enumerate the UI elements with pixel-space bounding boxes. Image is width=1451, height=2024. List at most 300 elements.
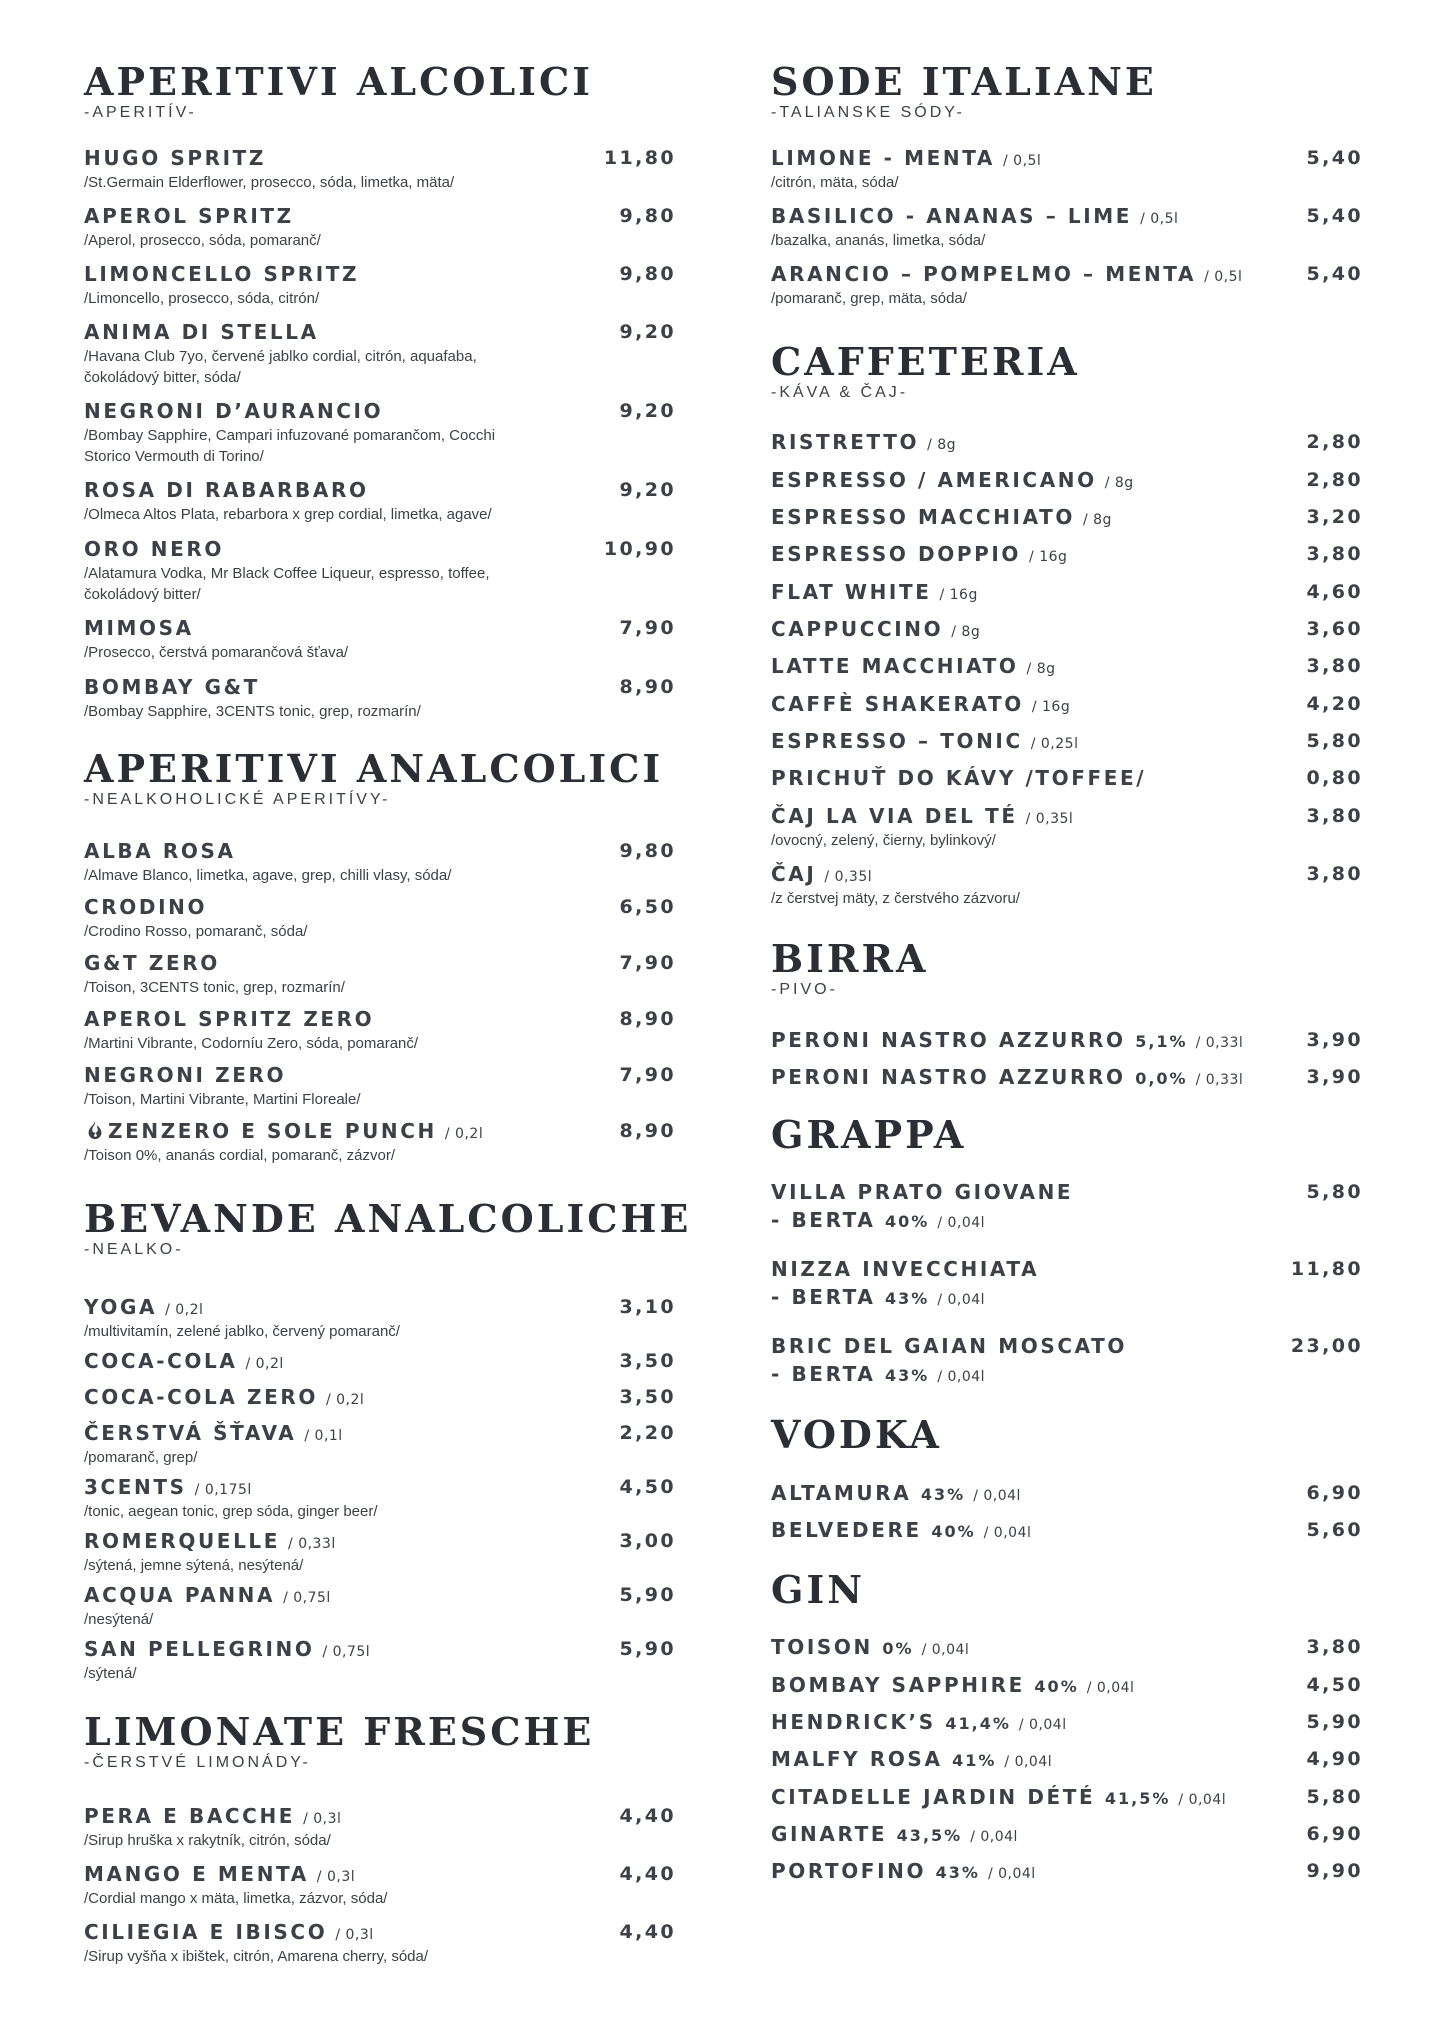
- menu-item-description: /Sirup hruška x rakytník, citrón, sóda/: [84, 1832, 331, 1849]
- menu-item-description: /ovocný, zelený, čierny, bylinkový/: [771, 832, 996, 849]
- menu-item-name: [771, 578, 1363, 606]
- menu-item-name: [771, 727, 1363, 755]
- menu-section-sode-italiane: [771, 59, 1363, 307]
- menu-item-description: /Prosecco, čerstvá pomarančová šťava/: [84, 644, 349, 661]
- menu-item-price: 4,40: [619, 1863, 676, 1885]
- item-name-text: ZENZERO E SOLE PUNCH: [108, 1119, 437, 1143]
- menu-item: [84, 476, 676, 525]
- section-title: VODKA: [771, 1412, 942, 1457]
- menu-item: [84, 144, 676, 193]
- menu-item-name-line: [84, 1347, 676, 1375]
- item-volume: / 0,35l: [824, 869, 873, 885]
- menu-item: [771, 860, 1363, 909]
- menu-item-name-line: [84, 1419, 676, 1447]
- menu-item-price: 3,80: [1306, 655, 1363, 677]
- item-volume: / 0,175l: [194, 1482, 252, 1498]
- menu-item-name: [84, 1117, 676, 1145]
- menu-item: [84, 1473, 676, 1522]
- menu-item: [771, 540, 1363, 568]
- menu-item-name: [771, 1820, 1363, 1848]
- menu-item-name-line: [771, 860, 1363, 888]
- menu-item-name-line: [771, 615, 1363, 643]
- menu-item-name: [771, 1745, 1363, 1773]
- item-name-text: MANGO E MENTA: [84, 1862, 309, 1886]
- menu-item-name-line: [771, 1026, 1363, 1054]
- menu-item: [84, 1347, 676, 1375]
- menu-item-price: 8,90: [619, 676, 676, 698]
- menu-item-name-line: [771, 1178, 1363, 1206]
- item-name-text: COCA-COLA ZERO: [84, 1385, 318, 1409]
- section-title: BIRRA: [771, 936, 929, 981]
- flame-icon: [84, 1119, 108, 1143]
- menu-item-description: /bazalka, ananás, limetka, sóda/: [771, 232, 986, 249]
- item-volume: / 0,04l: [937, 1369, 986, 1385]
- menu-item: [771, 802, 1363, 851]
- item-strength: 0%: [882, 1639, 914, 1658]
- item-volume: / 0,04l: [921, 1642, 970, 1658]
- item-strength: 40%: [931, 1522, 976, 1541]
- menu-item-name-line-2: [771, 1206, 1363, 1234]
- menu-item-name-line: [771, 1671, 1363, 1699]
- menu-item-name-line: [84, 1802, 676, 1830]
- item-volume: / 0,75l: [283, 1590, 331, 1606]
- item-name-text: APEROL SPRITZ: [84, 204, 294, 228]
- menu-item-name: [771, 1857, 1363, 1885]
- menu-item: [771, 466, 1363, 494]
- menu-item-name-line: [771, 1708, 1363, 1736]
- item-name-text: PRICHUŤ DO KÁVY /TOFFEE/: [771, 766, 1147, 790]
- item-strength: 43%: [885, 1366, 930, 1385]
- menu-item-name: [771, 503, 1363, 531]
- item-name-text: BELVEDERE: [771, 1518, 922, 1542]
- item-strength: 43,5%: [896, 1826, 963, 1845]
- section-subtitle: -KÁVA & ČAJ-: [771, 384, 909, 401]
- menu-item-name-line: [84, 397, 676, 425]
- menu-item-price: 4,40: [619, 1805, 676, 1827]
- item-strength: 41,4%: [945, 1714, 1011, 1733]
- menu-item: [771, 1178, 1363, 1234]
- item-strength: 43%: [885, 1289, 930, 1308]
- menu-item-price: 7,90: [619, 1064, 676, 1086]
- menu-item-name-line: [84, 949, 676, 977]
- item-volume: / 8g: [1082, 512, 1112, 528]
- item-volume: / 0,3l: [303, 1811, 342, 1827]
- item-name-text: RISTRETTO: [771, 430, 920, 454]
- menu-item-description: /sýtená/: [84, 1665, 137, 1682]
- menu-section-aperitivi-alcolici: [84, 59, 676, 720]
- menu-item-price: 3,10: [619, 1296, 676, 1318]
- item-name-text: ALBA ROSA: [84, 839, 236, 863]
- menu-item-description: /Aperol, prosecco, sóda, pomaranč/: [84, 232, 321, 249]
- menu-item-name: [771, 466, 1363, 494]
- item-volume: / 0,1l: [304, 1428, 343, 1444]
- menu-item-name-line: [84, 1293, 676, 1321]
- item-strength: 5,1%: [1135, 1032, 1188, 1051]
- menu-item-description: /Toison, 3CENTS tonic, grep, rozmarín/: [84, 979, 345, 996]
- menu-section-caffeteria: [771, 339, 1363, 907]
- section-subtitle: -ČERSTVÉ LIMONÁDY-: [84, 1754, 311, 1771]
- menu-item-price: 8,90: [619, 1008, 676, 1030]
- menu-item-description: /Toison, Martini Vibrante, Martini Floreale/: [84, 1091, 361, 1108]
- item-name-text: FLAT WHITE: [771, 580, 932, 604]
- menu-item-price: 9,90: [1306, 1860, 1363, 1882]
- menu-item-name-line: [84, 260, 676, 288]
- menu-item: [771, 1745, 1363, 1773]
- item-name-text: ESPRESSO – TONIC: [771, 729, 1023, 753]
- menu-item: [84, 1117, 676, 1166]
- item-strength: 40%: [885, 1212, 930, 1231]
- menu-item-description: /Havana Club 7yo, červené jablko cordial, citrón, aquafaba, čokoládový bitter, sóda/: [84, 348, 477, 386]
- menu-item-description: /St.Germain Elderflower, prosecco, sóda, limetka, mäta/: [84, 174, 455, 191]
- menu-item-description: /Crodino Rosso, pomaranč, sóda/: [84, 923, 308, 940]
- item-name-text: ESPRESSO / AMERICANO: [771, 468, 1097, 492]
- item-name-text: NEGRONI D’AURANCIO: [84, 399, 384, 423]
- menu-item-name-line: [84, 1061, 676, 1089]
- menu-item-name-line: [84, 1581, 676, 1609]
- menu-item-name: [84, 1383, 676, 1411]
- menu-item-name-line: [84, 476, 676, 504]
- menu-item-name: [771, 1255, 1363, 1311]
- item-volume: / 8g: [1026, 661, 1056, 677]
- item-volume: / 0,04l: [937, 1292, 986, 1308]
- menu-item-price: 3,80: [1306, 1636, 1363, 1658]
- menu-item-description: /Bombay Sapphire, Campari infuzované pomarančom, Cocchi Storico Vermouth di Torino/: [84, 427, 496, 465]
- item-volume: / 0,2l: [245, 1356, 284, 1372]
- item-name-text: PERONI NASTRO AZZURRO: [771, 1028, 1126, 1052]
- menu-item-price: 4,90: [1306, 1748, 1363, 1770]
- menu-item-name-line: [84, 535, 676, 563]
- menu-section-bevande-analcoliche: [84, 1196, 692, 1682]
- menu-item-name-line: [771, 578, 1363, 606]
- section-subtitle: -PIVO-: [771, 981, 838, 998]
- menu-item-name: [84, 1802, 676, 1830]
- item-name-text: BOMBAY SAPPHIRE: [771, 1673, 1025, 1697]
- menu-item-description: /Martini Vibrante, Codorníu Zero, sóda, pomaranč/: [84, 1035, 419, 1052]
- menu-item: [84, 1860, 676, 1909]
- menu-item: [84, 837, 676, 886]
- menu-item-price: 4,40: [619, 1921, 676, 1943]
- menu-item-price: 5,40: [1306, 205, 1363, 227]
- menu-item-price: 5,90: [619, 1638, 676, 1660]
- menu-item-name: [84, 893, 676, 921]
- item-name-text: ČERSTVÁ ŠŤAVA: [84, 1421, 297, 1445]
- menu-item-price: 5,60: [1306, 1519, 1363, 1541]
- item-name-text: ROMERQUELLE: [84, 1529, 281, 1553]
- menu-item-price: 4,20: [1306, 693, 1363, 715]
- menu-item-name-line: [84, 202, 676, 230]
- menu-item-name: [84, 1918, 676, 1946]
- menu-item-price: 2,80: [1306, 431, 1363, 453]
- menu-item-name: [771, 1479, 1363, 1507]
- menu-item-name-line: [84, 673, 676, 701]
- menu-item-description: /pomaranč, grep, mäta, sóda/: [771, 290, 967, 307]
- menu-item-name-line: [84, 837, 676, 865]
- menu-item-price: 3,50: [619, 1386, 676, 1408]
- item-volume: / 0,04l: [937, 1215, 986, 1231]
- item-name-text: ORO NERO: [84, 537, 224, 561]
- menu-item-name: [771, 1708, 1363, 1736]
- menu-item-name-line: [771, 1063, 1363, 1091]
- item-name-text: CAPPUCCINO: [771, 617, 944, 641]
- section-title: APERITIVI ANALCOLICI: [84, 746, 664, 791]
- menu-item-name-line: [771, 1783, 1363, 1811]
- menu-item-name: [771, 144, 1363, 172]
- menu-item-price: 9,80: [619, 205, 676, 227]
- menu-item: [771, 144, 1363, 193]
- menu-item: [84, 397, 676, 467]
- menu-item: [84, 1635, 676, 1684]
- item-volume: / 0,25l: [1030, 736, 1079, 752]
- menu-item-price: 3,60: [1306, 618, 1363, 640]
- section-title: LIMONATE FRESCHE: [84, 1709, 595, 1754]
- menu-item-price: 3,80: [1306, 863, 1363, 885]
- item-volume: / 0,04l: [1018, 1717, 1067, 1733]
- menu-item-name-line: [84, 1005, 676, 1033]
- menu-item-name: [771, 690, 1363, 718]
- menu-item-name-line: [771, 503, 1363, 531]
- section-title: BEVANDE ANALCOLICHE: [84, 1196, 692, 1241]
- item-volume: / 0,04l: [1086, 1680, 1135, 1696]
- menu-item: [771, 1671, 1363, 1699]
- menu-item-price: 11,80: [1290, 1258, 1363, 1280]
- menu-item-price: 9,80: [619, 840, 676, 862]
- menu-item-price: 8,90: [619, 1120, 676, 1142]
- menu-item-price: 6,50: [619, 896, 676, 918]
- item-name-text: TOISON: [771, 1635, 873, 1659]
- item-name-text: PERA E BACCHE: [84, 1804, 296, 1828]
- menu-item-description: /multivitamín, zelené jablko, červený pomaranč/: [84, 1323, 400, 1340]
- menu-item-name-line: [84, 1918, 676, 1946]
- menu-item-name: [84, 673, 676, 701]
- menu-item-name-line: [84, 1860, 676, 1888]
- menu-item-name: [84, 1293, 676, 1321]
- menu-section-limonate-fresche: [84, 1709, 676, 1965]
- menu-item-price: 0,80: [1306, 767, 1363, 789]
- menu-item: [771, 1063, 1363, 1091]
- menu-item: [84, 949, 676, 998]
- menu-item-name-line: [84, 144, 676, 172]
- menu-item: [771, 727, 1363, 755]
- item-strength: 0,0%: [1135, 1069, 1188, 1088]
- menu-item-name: [84, 1061, 676, 1089]
- item-volume: / 0,3l: [335, 1927, 374, 1943]
- menu-item-price: 3,20: [1306, 506, 1363, 528]
- menu-item-price: 3,50: [619, 1350, 676, 1372]
- menu-item-description: /sýtená, jemne sýtená, nesýtená/: [84, 1557, 304, 1574]
- menu-section-gin: [771, 1567, 1363, 1883]
- menu-item-name: [84, 1527, 676, 1555]
- section-title: APERITIVI ALCOLICI: [84, 59, 593, 104]
- item-name-suffix: - BERTA: [771, 1362, 876, 1386]
- menu-item-price: 3,80: [1306, 543, 1363, 565]
- menu-item-price: 5,90: [619, 1584, 676, 1606]
- section-subtitle: -NEALKO-: [84, 1241, 184, 1258]
- menu-item-name: [771, 428, 1363, 456]
- menu-item-name-line: [771, 1516, 1363, 1544]
- menu-item: [84, 673, 676, 722]
- menu-item-name: [771, 1633, 1363, 1661]
- menu-item-description: /Sirup vyšňa x ibištek, citrón, Amarena cherry, sóda/: [84, 1948, 429, 1965]
- menu-item: [771, 260, 1363, 309]
- item-strength: 41,5%: [1104, 1789, 1171, 1808]
- menu-item-name: [771, 1026, 1363, 1054]
- menu-item-description: /nesýtená/: [84, 1611, 154, 1628]
- section-subtitle: -APERITÍV-: [84, 104, 197, 121]
- item-volume: / 0,35l: [1025, 811, 1074, 827]
- menu-item-name: [771, 1671, 1363, 1699]
- menu-item: [771, 1783, 1363, 1811]
- item-volume: / 0,2l: [444, 1126, 484, 1142]
- menu-item-price: 5,90: [1306, 1711, 1363, 1733]
- menu-item-price: 2,80: [1306, 469, 1363, 491]
- menu-item-description: /Cordial mango x mäta, limetka, zázvor, sóda/: [84, 1890, 388, 1907]
- menu-item: [771, 503, 1363, 531]
- menu-item: [84, 1527, 676, 1576]
- menu-item-name-line: [771, 202, 1363, 230]
- item-volume: / 0,5l: [1204, 269, 1243, 285]
- item-name-text: HUGO SPRITZ: [84, 146, 267, 170]
- item-name-text: YOGA: [84, 1295, 158, 1319]
- menu-item: [84, 1383, 676, 1411]
- menu-item-price: 7,90: [619, 617, 676, 639]
- item-volume: / 0,2l: [165, 1302, 204, 1318]
- item-name-text: PERONI NASTRO AZZURRO: [771, 1065, 1126, 1089]
- menu-item-name: [771, 860, 1363, 888]
- menu-item-price: 9,20: [619, 479, 676, 501]
- menu-item-name: [84, 318, 676, 346]
- menu-item-name-line: [84, 1473, 676, 1501]
- item-volume: / 0,33l: [1195, 1072, 1244, 1088]
- item-name-text: SAN PELLEGRINO: [84, 1637, 315, 1661]
- item-volume: / 0,2l: [325, 1392, 365, 1408]
- item-name-text: ALTAMURA: [771, 1481, 912, 1505]
- item-volume: / 0,04l: [970, 1829, 1018, 1845]
- item-name-text: COCA-COLA: [84, 1349, 238, 1373]
- menu-item-price: 6,90: [1306, 1482, 1363, 1504]
- item-name-text: LIMONCELLO SPRITZ: [84, 262, 360, 286]
- menu-item-name-line: [84, 1527, 676, 1555]
- menu-item-name: [84, 949, 676, 977]
- item-name-text: HENDRICK’S: [771, 1710, 936, 1734]
- menu-item-price: 4,50: [619, 1476, 676, 1498]
- menu-item: [84, 260, 676, 309]
- menu-item: [771, 690, 1363, 718]
- item-name-suffix: - BERTA: [771, 1208, 876, 1232]
- menu-item-name: [84, 397, 676, 425]
- item-volume: / 0,04l: [1178, 1792, 1227, 1808]
- menu-item: [84, 202, 676, 251]
- menu-item: [771, 578, 1363, 606]
- section-title: GIN: [771, 1567, 865, 1612]
- menu-item-name-line: [84, 318, 676, 346]
- menu-item: [771, 615, 1363, 643]
- menu-item-name-line-2: [771, 1283, 1363, 1311]
- menu-item-name-line: [771, 1255, 1363, 1283]
- menu-item-name: [84, 202, 676, 230]
- item-volume: / 0,04l: [983, 1525, 1032, 1541]
- item-name-text: ČAJ: [771, 862, 817, 886]
- menu-item-name: [84, 614, 676, 642]
- item-name-text: BASILICO - ANANAS – LIME: [771, 204, 1133, 228]
- item-volume: / 8g: [1104, 475, 1134, 491]
- menu-item-name-line: [84, 1635, 676, 1663]
- item-name-text: APEROL SPRITZ ZERO: [84, 1007, 375, 1031]
- menu-item: [771, 1255, 1363, 1311]
- menu-item-price: 4,60: [1306, 581, 1363, 603]
- menu-item-name: [771, 260, 1363, 288]
- item-name-text: LATTE MACCHIATO: [771, 654, 1019, 678]
- menu-item: [771, 652, 1363, 680]
- menu-item: [771, 202, 1363, 251]
- item-name-text: LIMONE - MENTA: [771, 146, 995, 170]
- item-volume: / 0,04l: [1004, 1754, 1053, 1770]
- menu-item-name-line: [84, 893, 676, 921]
- item-volume: / 0,04l: [987, 1866, 1036, 1882]
- menu-item-description: /citrón, mäta, sóda/: [771, 174, 899, 191]
- menu-item-price: 5,40: [1306, 263, 1363, 285]
- menu-item: [771, 1332, 1363, 1388]
- menu-item: [84, 1293, 676, 1342]
- menu-item-name-line: [771, 540, 1363, 568]
- menu-item-name-line: [771, 1479, 1363, 1507]
- menu-item-name-line: [771, 1745, 1363, 1773]
- menu-item-name: [84, 535, 676, 563]
- menu-item-name: [84, 1005, 676, 1033]
- menu-item-description: /pomaranč, grep/: [84, 1449, 198, 1466]
- menu-item-name: [84, 1581, 676, 1609]
- item-name-suffix: - BERTA: [771, 1285, 876, 1309]
- menu-item-price: 9,20: [619, 321, 676, 343]
- item-name-text: ČAJ LA VIA DEL TÉ: [771, 804, 1018, 828]
- menu-item-name: [771, 1516, 1363, 1544]
- menu-item-name: [771, 802, 1363, 830]
- menu-item-name-line: [771, 1633, 1363, 1661]
- menu-item-name-line: [771, 652, 1363, 680]
- menu-item-price: 5,80: [1306, 1786, 1363, 1808]
- menu-item-description: /Alatamura Vodka, Mr Black Coffee Liqueur, espresso, toffee, čokoládový bitter/: [84, 565, 490, 603]
- menu-item: [771, 1633, 1363, 1661]
- menu-item-name-line: [771, 144, 1363, 172]
- menu-item-description: /z čerstvej mäty, z čerstvého zázvoru/: [771, 890, 1020, 907]
- menu-item-name: [84, 1419, 676, 1447]
- menu-item-description: /Almave Blanco, limetka, agave, grep, chilli vlasy, sóda/: [84, 867, 452, 884]
- menu-item-price: 6,90: [1306, 1823, 1363, 1845]
- item-name-text: BOMBAY G&T: [84, 675, 260, 699]
- item-name-text: GINARTE: [771, 1822, 888, 1846]
- menu-item-name: [771, 202, 1363, 230]
- item-volume: / 16g: [939, 587, 978, 603]
- menu-item: [771, 1516, 1363, 1544]
- menu-item: [84, 1802, 676, 1851]
- item-name-text: CITADELLE JARDIN DÉTÉ: [771, 1785, 1096, 1809]
- menu-item-name-line: [771, 1332, 1363, 1360]
- item-name-text: CAFFÈ SHAKERATO: [771, 692, 1024, 716]
- item-name-text: CRODINO: [84, 895, 208, 919]
- menu-section-vodka: [771, 1412, 1363, 1542]
- menu-item: [84, 1005, 676, 1054]
- menu-item: [771, 1479, 1363, 1507]
- item-name-text: NEGRONI ZERO: [84, 1063, 287, 1087]
- item-volume: / 0,33l: [288, 1536, 336, 1552]
- section-title: SODE ITALIANE: [771, 59, 1157, 104]
- menu-item: [84, 1581, 676, 1630]
- item-name-text: PORTOFINO: [771, 1859, 927, 1883]
- menu-item-price: 3,00: [619, 1530, 676, 1552]
- menu-item-name-line: [84, 1383, 676, 1411]
- item-volume: / 0,04l: [973, 1488, 1021, 1504]
- item-name-text: BRIC DEL GAIAN MOSCATO: [771, 1334, 1127, 1358]
- item-name-text: MALFY ROSA: [771, 1747, 943, 1771]
